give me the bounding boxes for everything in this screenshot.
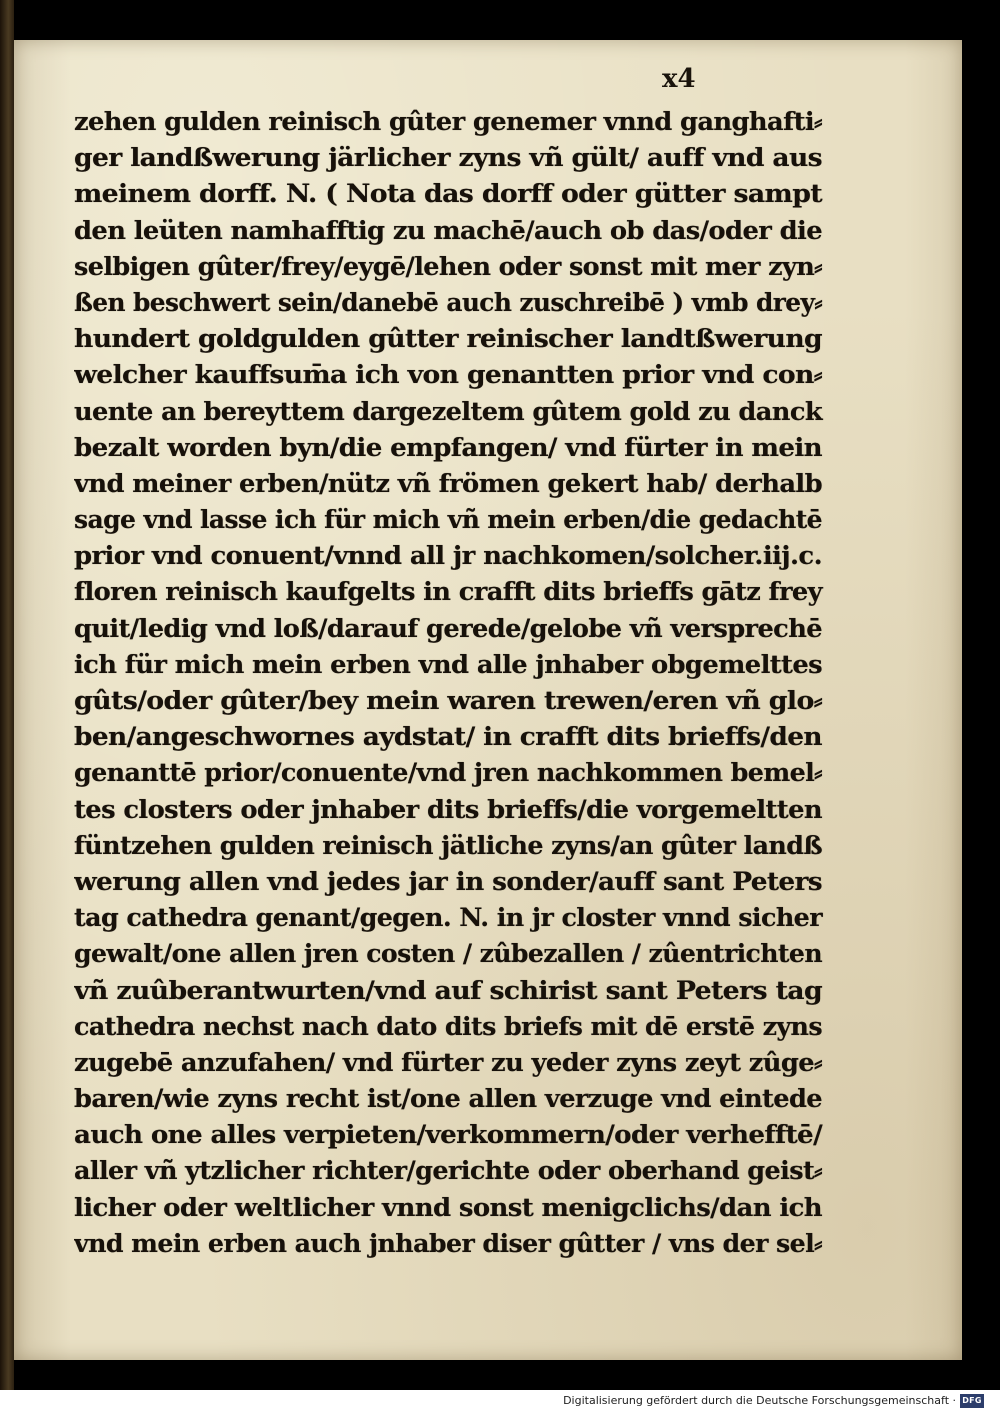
text-line: sage vnd lasse ich für mich vñ mein erben/die gedachtē: [74, 505, 822, 535]
text-line: vnd meiner erben/nütz vñ frömen gekert hab/ derhalb: [74, 468, 822, 498]
text-line: bezalt worden byn/die empfangen/ vnd fürter in mein: [74, 432, 823, 462]
text-line: quit/ledig vnd loß/darauf gerede/gelobe vñ versprechē: [74, 613, 822, 643]
dfg-logo: DFG: [960, 1394, 984, 1408]
text-line: den leüten namhafftig zu machē/auch ob das/oder die: [74, 215, 822, 245]
text-line: gewalt/one allen jren costen / zûbezallen / zûentrichten: [74, 939, 822, 969]
text-line: cathedra nechst nach dato dits briefs mit dē erstē zyns: [74, 1011, 822, 1041]
text-block: [74, 104, 834, 1262]
text-line: baren/wie zyns recht ist/one allen verzuge vnd eintede: [74, 1084, 822, 1114]
text-line: hundert goldgulden gûtter reinischer landtßwerung: [74, 324, 822, 354]
text-line: ger landßwerung järlicher zyns vñ gült/ auff vnd aus: [74, 143, 822, 173]
text-line: aller vñ ytzlicher richter/gerichte oder oberhand geist⸗: [74, 1156, 822, 1186]
text-line: ben/angeschwornes aydstat/ in crafft dits brieffs/den: [74, 722, 822, 752]
text-line: ßen beschwert sein/danebē auch zuschreibē ) vmb drey⸗: [74, 287, 822, 317]
text-line: zugebē anzufahen/ vnd fürter zu yeder zyns zeyt zûge⸗: [74, 1047, 822, 1077]
text-line: vñ zuûberantwurten/vnd auf schirist sant Peters tag: [74, 975, 822, 1005]
text-line: ich für mich mein erben vnd alle jnhaber obgemelttes: [74, 649, 822, 679]
text-line: meinem dorff. N. ( Nota das dorff oder gütter sampt: [74, 179, 822, 209]
text-line: tes closters oder jnhaber dits brieffs/die vorgemeltten: [74, 794, 822, 824]
text-line: licher oder weltlicher vnnd sonst menigclichs/dan ich: [74, 1192, 822, 1222]
text-line: vnd mein erben auch jnhaber diser gûtter / vns der sel⸗: [74, 1228, 822, 1258]
text-line: genanttē prior/conuente/vnd jren nachkommen bemel⸗: [74, 758, 822, 788]
text-line: füntzehen gulden reinisch jätliche zyns/an gûter landß: [74, 830, 822, 860]
text-line: auch one alles verpieten/verkommern/oder verhefftē/: [74, 1120, 822, 1150]
text-line: welcher kauffsum̄a ich von genantten prior vnd con⸗: [74, 360, 822, 390]
text-line: werung allen vnd jedes jar in sonder/auff sant Peters: [74, 866, 822, 896]
folio-number: x4: [662, 64, 696, 94]
text-line: floren reinisch kaufgelts in crafft dits brieffs gātz frey: [74, 577, 822, 607]
funding-credit: Digitalisierung gefördert durch die Deutsche Forschungsgemeinschaft ·: [563, 1394, 956, 1407]
text-line: tag cathedra genant/gegen. N. in jr closter vnnd sicher: [74, 903, 822, 933]
text-line: selbigen gûter/frey/eygē/lehen oder sonst mit mer zyn⸗: [74, 251, 822, 281]
text-line: zehen gulden reinisch gûter genemer vnnd ganghafti⸗: [74, 107, 822, 136]
book-spine-edge: [0, 0, 14, 1390]
text-line: uente an bereyttem dargezeltem gûtem gold zu danck: [74, 396, 822, 426]
text-line: prior vnd conuent/vnnd all jr nachkomen/solcher.iij.c.: [74, 541, 822, 571]
text-line: gûts/oder gûter/bey mein waren trewen/eren vñ glo⸗: [74, 686, 823, 715]
